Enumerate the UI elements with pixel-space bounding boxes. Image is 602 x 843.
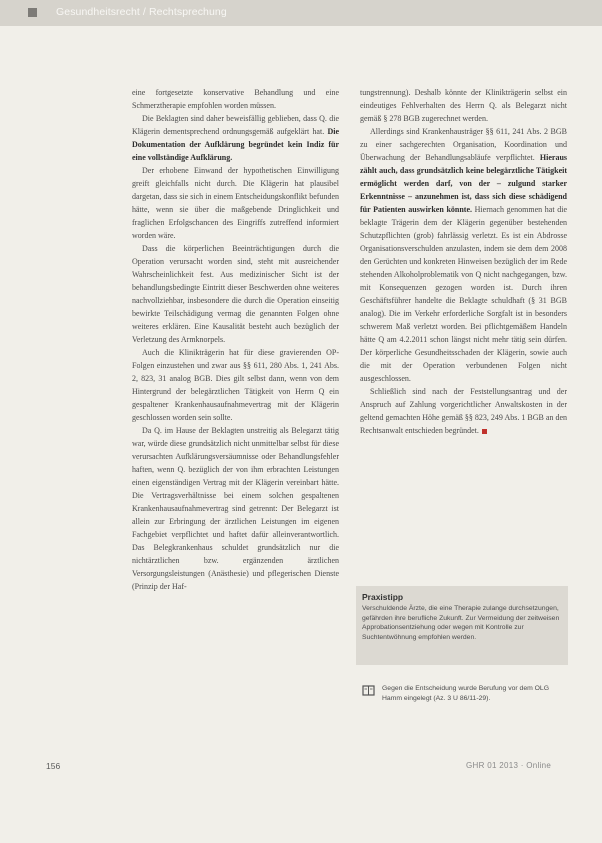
bold-statement: Hieraus zählt auch, dass grundsätzlich keine belegärztliche Tätigkeit ermöglicht werden darf, von der – zulgund starker Erkenntnisse – anzunehmen ist, dass sich diese schädigend für Patienten auswirken könnte.	[360, 153, 567, 214]
tip-text: Verschuldende Ärzte, die eine Therapie zulange durchsetzungen, gefährden ihre berufliche Zukunft. Zur Vermeidung der zeitweisen Approbationsentziehung oder wegen mit Kontrolle zur Suchtentwöhnung empfohlen werden.	[362, 605, 560, 641]
paragraph: Der erhobene Einwand der hypothetischen Einwilligung greift gleichfalls nicht durch. Die Klägerin hat plausibel dargetan, dass sie sich in einem Entscheidungskonflikt befunden hätte, wenn sie über die maßgebende Dringlichkeit und fraglichen Erfolgschancen des Eingriffs zutreffend informiert worden wäre.	[132, 166, 339, 240]
header-square-icon	[28, 8, 37, 17]
paragraph: Schließlich sind nach der Feststellungsantrag und der Anspruch auf Zahlung vorgerichtlicher Anwaltskosten in der geltend gemachten Höhe gemäß §§ 823, 249 Abs. 1 BGB an den Rechtsanwalt entschieden begründet.	[360, 387, 567, 435]
tip-title: Praxistipp	[362, 592, 404, 602]
bold-statement: Die Dokumentation der Aufklärung begründet kein Indiz für eine vollständige Aufklärung.	[132, 127, 339, 162]
paragraph: Da Q. im Hause der Beklagten unstreitig als Belegarzt tätig war, würde diese grundsätzlich nicht unmittelbar selbst für diese verursachten Aufklärungsversäumnisse oder Behandlungsfehler haften, wenn Q. bezüglich der von ihm erbrachten Leistungen einen eigenständigen Vertrag mit der Klägerin vereinbart hätte. Die Vertragsverhältnisse bei einem solchen gespaltenen Krankenhausaufnahmevertrag sind getrennt: Der Belegarzt ist allein zur Erbringung der ärztlichen Leistungen im eigenen Fachgebiet verpflichtet und haftet dafür alleinverantwortlich. Das Belegkrankenhaus schuldet grundsätzlich nur die nichtärztlichen bzw. ergänzenden ärztlichen Versorgungsleistungen (Anästhesie) und pflegerischen Dienste (Prinzip der Haf-	[132, 426, 339, 591]
section-title: Gesundheitsrecht / Rechtsprechung	[56, 6, 227, 18]
note-text: Gegen die Entscheidung wurde Berufung vor dem OLG Hamm eingelegt (Az. 3 U 86/11-29).	[382, 685, 550, 702]
paragraph: Die Beklagten sind daher beweisfällig geblieben, dass Q. die Klägerin dementsprechend ordnungsgemäß aufgeklärt hat. Die Dokumentation der Aufklärung begründet kein Indiz für eine vollständige Aufklärung.	[132, 114, 339, 162]
left-text-column	[132, 86, 339, 593]
practice-tip-box	[356, 586, 568, 665]
paragraph: Auch die Klinikträgerin hat für diese gravierenden OP-Folgen einzustehen und zwar aus §§ 611, 280 Abs. 1, 241 Abs. 2, 823, 31 analog BGB. Dies gilt selbst dann, wenn von dem Hintergrund der belegärztlichen Tätigkeit von Herrn Q ein gespaltener Krankenhausaufnahmevertrag mit der Klägerin geschlossen worden sein sollte.	[132, 348, 339, 422]
paragraph: Allerdings sind Krankenhausträger §§ 611, 241 Abs. 2 BGB zu einer sachgerechten Organisation, Koordination und Überwachung der Behandlungsabläufe verpflichtet. Hieraus zählt auch, dass grundsätzlich keine belegärztliche Tätigkeit ermöglicht werden darf, von der – zulgund starker Erkenntnisse – anzunehmen ist, dass sich diese schädigend für Patienten auswirken könnte. Hiernach genommen hat die beklagte Trägerin dem der Klägerin gegenüber bestehenden Schutzpflichten (grob) fahrlässig verletzt. Es ist ein Abdrosse Organisationsverschulden anzulasten, indem sie dem dem 2008 den Gerüchten und konkreten Hinweisen bezüglich der im Rede stehenden Alkoholproblematik von Q nicht nachgegangen, bzw. mit Konsequenzen gezogen worden ist. Durch ihren Geschäftsführer handelte die Beklagte schuldhaft (§ 31 BGB analog). Die im Verkehr erforderliche Sorgfalt ist in besonders schwerem Maß verletzt worden. Bei pflichtgemäßem Handeln hätte Q am 4.2.2011 schon längst nicht mehr tätig sein dürfen. Der körperliche Gesundheitsschaden der Klägerin, sowie auch die mit der Operation verbundenen Folgen nicht ausgeschlossen.	[360, 127, 567, 383]
page-header	[0, 0, 602, 26]
end-mark-icon	[482, 429, 487, 434]
appeal-note	[356, 680, 568, 710]
book-icon	[362, 684, 375, 697]
right-text-column	[360, 86, 567, 437]
paragraph: eine fortgesetzte konservative Behandlung und eine Schmerztherapie empfohlen worden müssen.	[132, 88, 339, 110]
page-number: 156	[46, 761, 61, 771]
paragraph: Dass die körperlichen Beeinträchtigungen durch die Operation verursacht worden sind, steht mit ausreichender Wahrscheinlichkeit fest. Aus medizinischer Sicht ist der behandlungsbedingte Eintritt dieser Beschwerden ohne weiteres nachvollziehbar, insbesondere die durch die Operation einseitig bewirkte Teilschädigung vermag die genannten Folgen ohne weiteres erklären. Eine Kausalität besteht auch bezüglich der Verletzung des Armknorpels.	[132, 244, 339, 344]
paragraph: tungstrennung). Deshalb könnte der Klinikträgerin selbst ein eindeutiges Fehlverhalten des Herrn Q. als Belegarzt nicht gemäß § 278 BGB zugerechnet werden.	[360, 88, 567, 123]
journal-footer: GHR 01 2013 · Online	[466, 761, 552, 770]
